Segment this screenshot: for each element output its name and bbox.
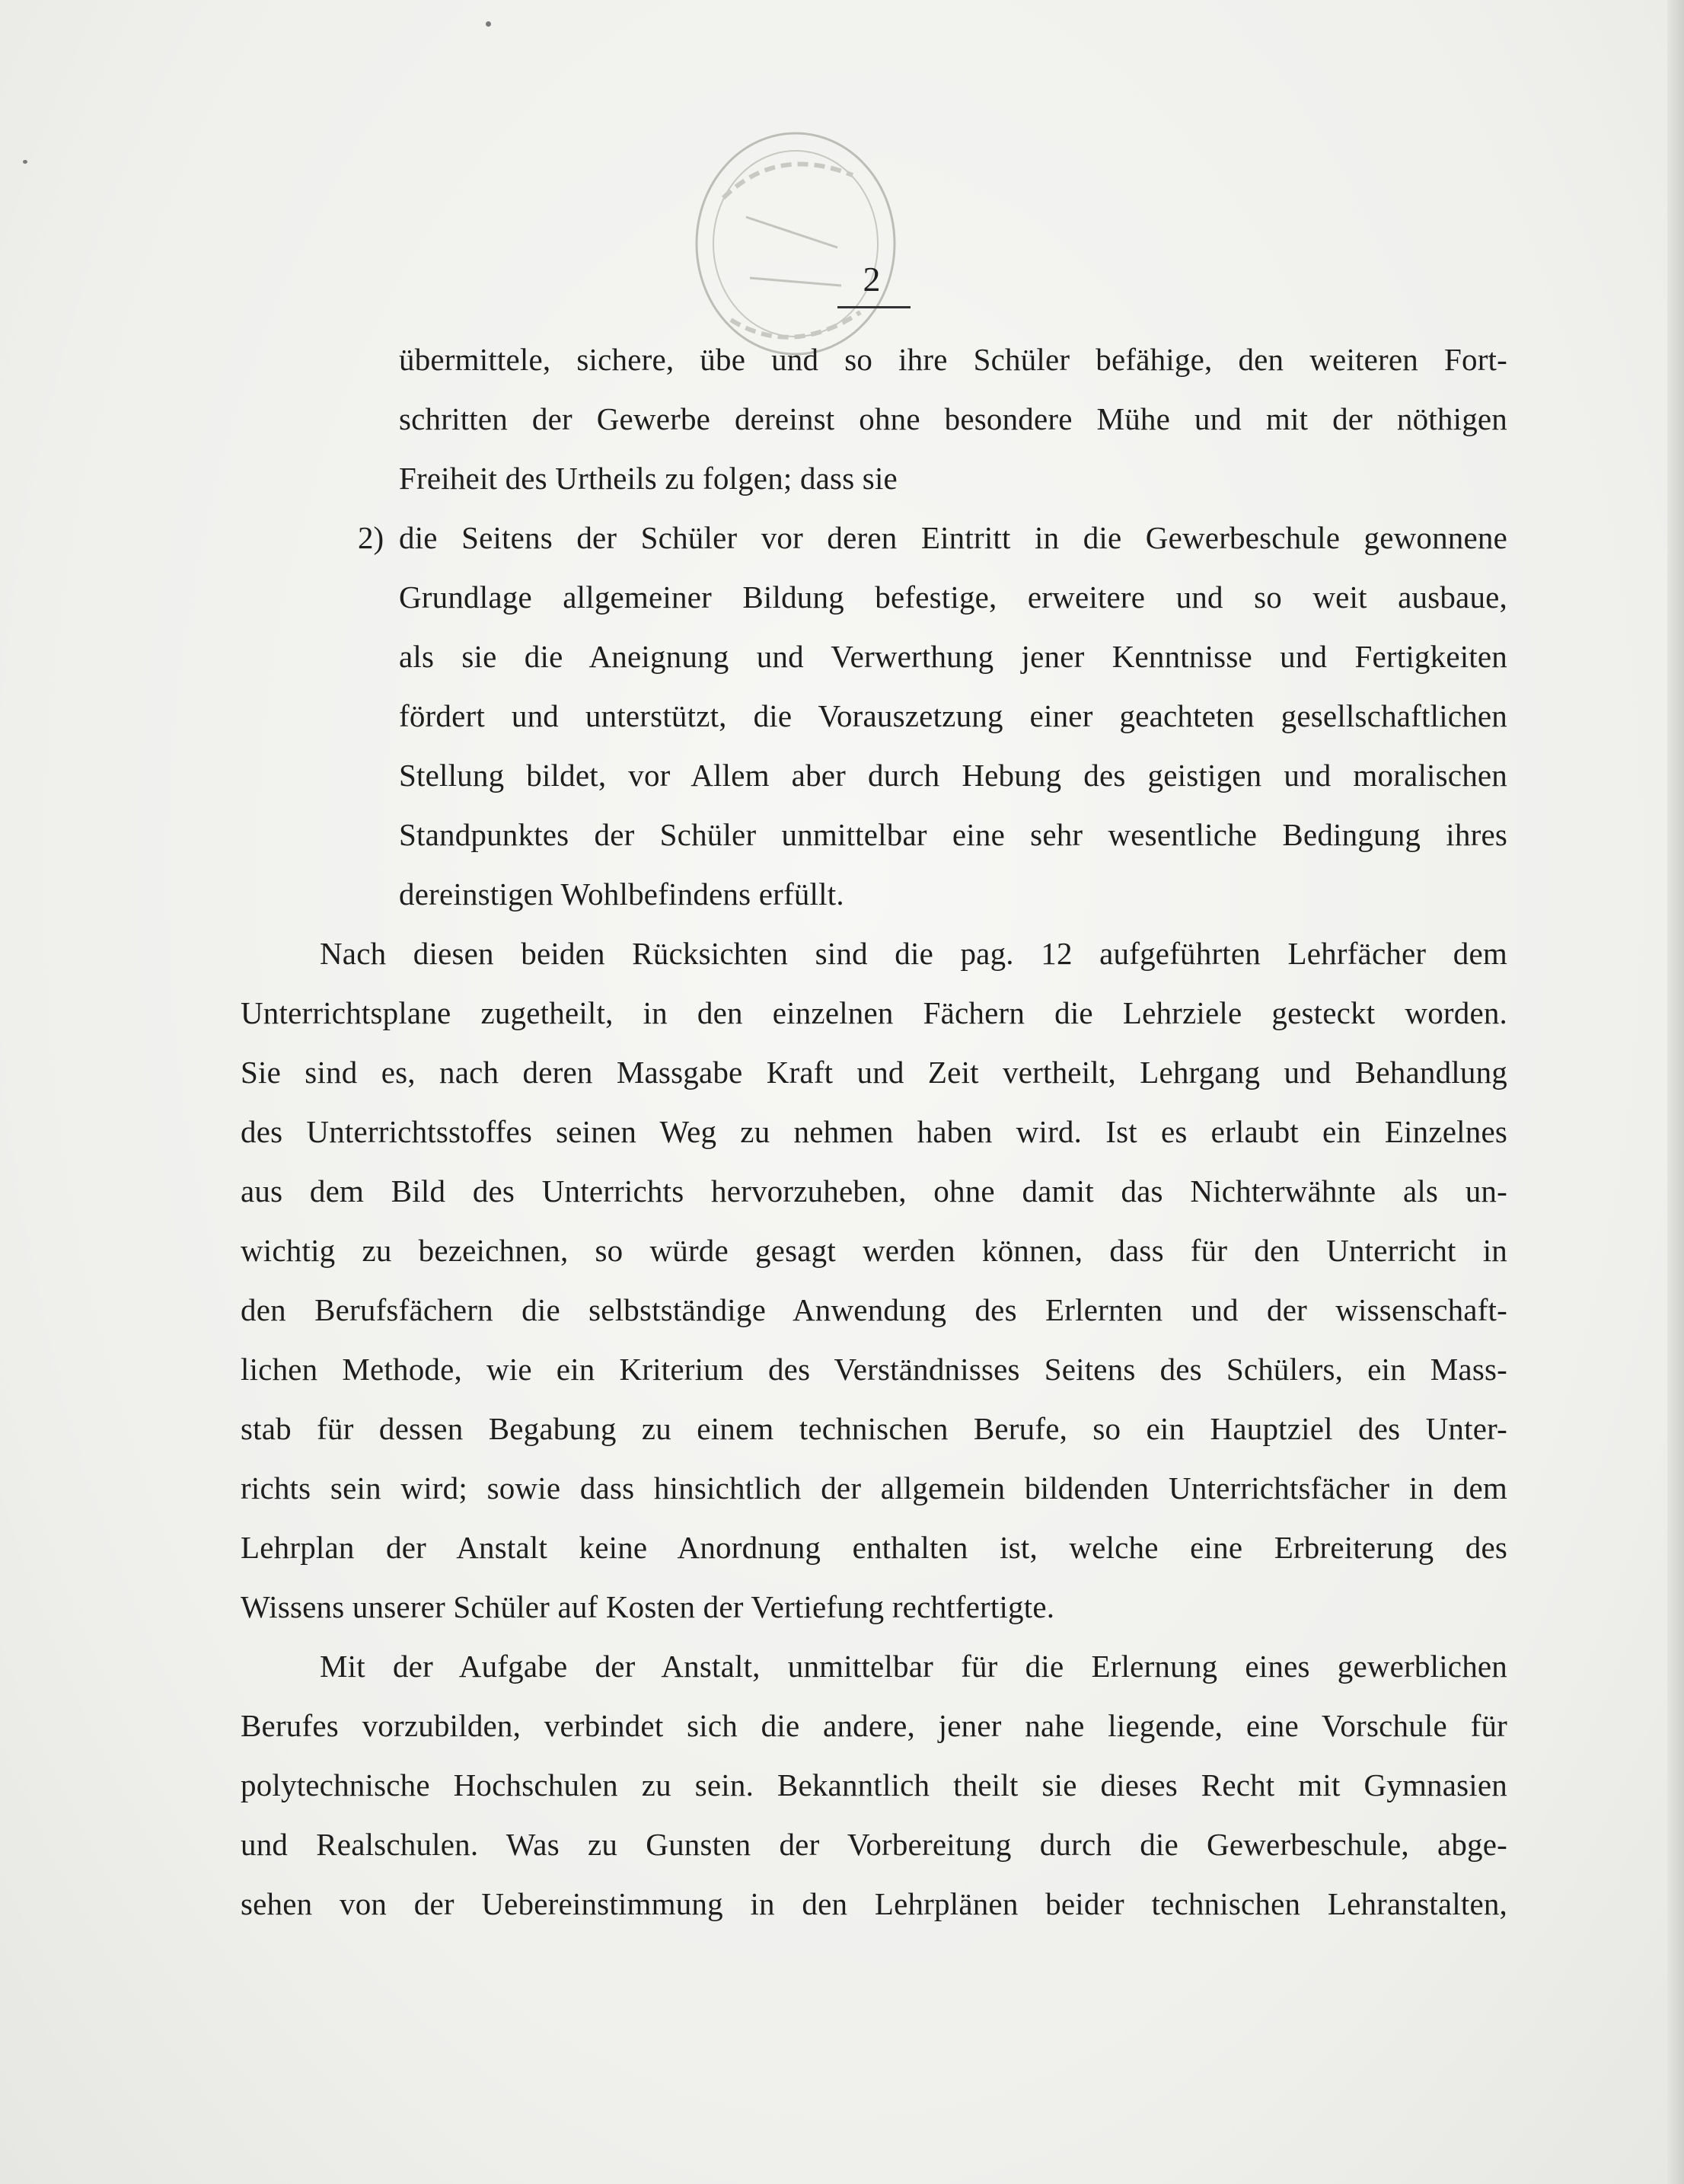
text-line: Nach diesen beiden Rücksichten sind die pag. 12 aufgeführten Lehrfächer dem	[320, 936, 1507, 971]
text-line: den Berufsfächern die selbstständige Anwendung des Erlernten und der wissenschaft-	[241, 1292, 1507, 1327]
text-line: und Realschulen. Was zu Gunsten der Vorbereitung durch die Gewerbeschule, abge-	[241, 1827, 1507, 1862]
text-line: aus dem Bild des Unterrichts hervorzuheben, ohne damit das Nichterwähnte als un-	[241, 1173, 1507, 1209]
text-line: die Seitens der Schüler vor deren Eintritt in die Gewerbeschule gewonnene	[399, 520, 1507, 555]
page-number-underline	[837, 306, 911, 308]
text-line: wichtig zu bezeichnen, so würde gesagt werden können, dass für den Unterricht in	[241, 1233, 1507, 1268]
text-line: polytechnische Hochschulen zu sein. Bekanntlich theilt sie dieses Recht mit Gymnasien	[241, 1767, 1507, 1802]
text-line: Wissens unserer Schüler auf Kosten der Vertiefung rechtfertigte.	[241, 1589, 1055, 1624]
library-stamp-icon	[662, 114, 921, 373]
text-line: Standpunktes der Schüler unmittelbar eine sehr wesentliche Bedingung ihres	[399, 817, 1507, 852]
text-line: Stellung bildet, vor Allem aber durch Hebung des geistigen und moralischen	[399, 758, 1507, 793]
text-line: Unterrichtsplane zugetheilt, in den einzelnen Fächern die Lehrziele gesteckt worden.	[241, 995, 1507, 1030]
ink-speck	[23, 160, 27, 164]
text-line: Grundlage allgemeiner Bildung befestige, erweitere und so weit ausbaue,	[399, 580, 1507, 615]
text-line: Sie sind es, nach deren Massgabe Kraft und Zeit vertheilt, Lehrgang und Behandlung	[241, 1055, 1507, 1090]
text-line: des Unterrichtsstoffes seinen Weg zu nehmen haben wird. Ist es erlaubt ein Einzelnes	[241, 1114, 1507, 1149]
text-line: Mit der Aufgabe der Anstalt, unmittelbar für die Erlernung eines gewerblichen	[320, 1649, 1507, 1684]
ink-speck	[486, 21, 491, 27]
text-line: schritten der Gewerbe dereinst ohne besondere Mühe und mit der nöthigen	[399, 401, 1507, 436]
text-line: Berufes vorzubilden, verbindet sich die andere, jener nahe liegende, eine Vorschule für	[241, 1708, 1507, 1743]
text-line: stab für dessen Begabung zu einem technischen Berufe, so ein Hauptziel des Unter-	[241, 1411, 1507, 1446]
page-number: 2	[863, 260, 881, 299]
text-line: sehen von der Uebereinstimmung in den Lehrplänen beider technischen Lehranstalten,	[241, 1886, 1507, 1921]
text-line: übermittele, sichere, übe und so ihre Schüler befähige, den weiteren Fort-	[399, 342, 1507, 377]
text-line: richts sein wird; sowie dass hinsichtlich der allgemein bildenden Unterrichtsfächer in dem	[241, 1470, 1507, 1505]
page-edge-shadow	[1667, 0, 1684, 2184]
text-line: lichen Methode, wie ein Kriterium des Verständnisses Seitens des Schülers, ein Mass-	[241, 1352, 1507, 1387]
text-line: fördert und unterstützt, die Vorauszetzung einer geachteten gesellschaftlichen	[399, 698, 1507, 733]
text-line: Freiheit des Urtheils zu folgen; dass sie	[399, 461, 898, 496]
list-marker: 2)	[358, 520, 384, 555]
text-line: dereinstigen Wohlbefindens erfüllt.	[399, 876, 844, 912]
text-line: Lehrplan der Anstalt keine Anordnung enthalten ist, welche eine Erbreiterung des	[241, 1530, 1507, 1565]
text-line: als sie die Aneignung und Verwerthung jener Kenntnisse und Fertigkeiten	[399, 639, 1507, 674]
